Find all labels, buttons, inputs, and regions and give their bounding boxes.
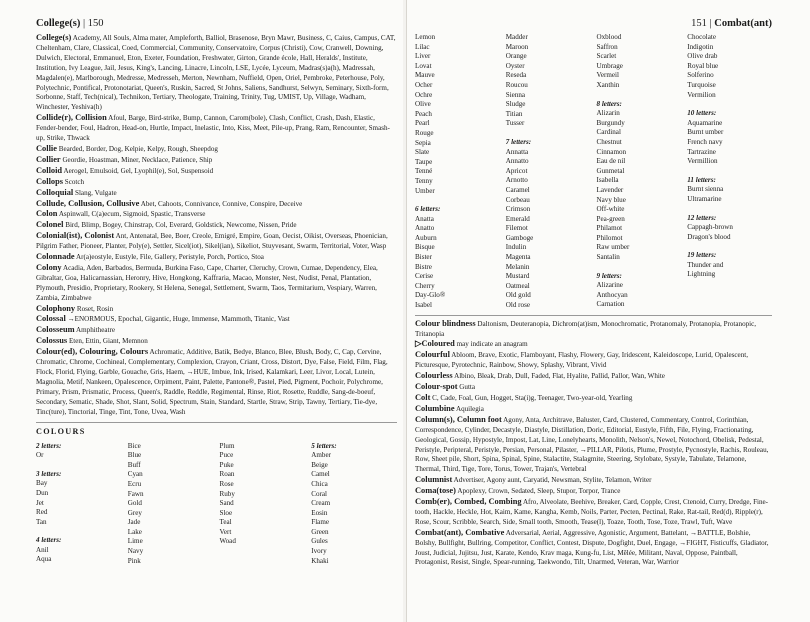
dictionary-entry [36,314,397,325]
colour-word: Alizarin [596,109,620,118]
colour-word: Peach [415,109,432,118]
colour-word: Maroon [505,42,529,51]
colour-word: Bay [36,479,48,488]
colour-word: Aqua [36,555,52,564]
entry-headword: Colosseum [36,325,75,335]
colour-word: Vert [219,527,232,536]
dictionary-entry [415,319,772,340]
colour-word: Taupe [415,157,433,166]
colour-word: Anil [36,545,49,554]
entry-text: Aerogel, Emulsoid, Gel, Lyophil(e), Sol, Suspensoid [63,166,214,175]
dictionary-entry [36,325,397,336]
dictionary-entry [36,263,397,304]
entry-headword: Columnist [415,475,453,485]
entry-headword: Colon [36,209,58,219]
entry-headword: Colt [415,392,431,402]
dictionary-entry [36,188,397,199]
letter-count-heading: 8 letters: [596,99,622,108]
colour-word: Burnt sienna [687,185,724,194]
colour-word: French navy [687,137,723,146]
colour-word: Amber [311,451,331,460]
colour-word: Isabella [596,176,619,185]
left-page [0,0,403,622]
colour-word: Oatmeal [505,281,530,290]
letter-count-heading: 4 letters: [36,536,62,545]
colour-word: Green [311,527,329,536]
colour-word: Ruby [219,489,235,498]
colour-word: Madder [505,33,528,41]
colour-word: Lavender [596,185,624,194]
letter-count-heading: 3 letters: [36,469,62,478]
colour-word: Mustard [505,272,530,281]
entry-headword: ▷Coloured [415,339,455,349]
colour-word: Plum [219,441,235,450]
colour-word: Chestnut [596,137,622,146]
right-head-title: Combat(ant) [714,18,772,29]
colour-word: Jet [36,498,44,507]
colour-word: Old rose [505,301,530,310]
colour-word: Sloe [219,508,233,517]
colour-word: Lightning [687,270,716,279]
entry-text: C, Cade, Foal, Gun, Hogget, Sta(i)g, Teenager, Two-year-old, Yearling [432,393,633,402]
colour-word: Scarlet [596,52,617,61]
right-page-number: 151 [691,18,707,29]
colour-word: Xanthin [596,80,620,89]
entry-text: Afro, Alveolate, Beehive, Breaker, Card, Copple, Crest, Ctenoid, Curry, Dredge, Fine-tooth, Hackle, Heckle, Hot, Kaim, Kame, Kangha, Kemb, Noils, Parter, Pecten, Pectinal, Rake, Rat-tail, Red(d), Ripple(r), Rose, Scour, Scribble, Search, Side, Small tooth, Smooth, Tease(l), Toaze, Tooth, Tose, Toze, Trawl, Tuft, Wave [415,498,769,526]
entry-headword: Colonial(ist), Colonist [36,231,115,241]
colour-word: Roucou [505,80,528,89]
colour-word: Alizarine [596,281,623,290]
colour-word: Caramel [505,185,530,194]
entry-text: Academy, All Souls, Alma mater, Ampleforth, Balliol, Brasenose, Bryn Mawr, Business, C, Caius, Campus, CAT, Cheltenham, Clare, Classical, Coed, Commercial, Community, Conservatoire, Corpus (Christi), Cow, Cranwell, Downing, Dulwich, Electoral, Emmanuel, Eton, Exeter, Foundation, Freshwater, Girton, Grande école, Hall, Heralds', Institute, Institution, Ivy League, Jail, Jesus, King's, Lancing, Linacre, Lincoln, LSE, Lycée, Lyceum, Madras(s)a(h), Madressah, Magdalen(e), Marlborough, Medresse, Medresseh, Merton, Newnham, Nuffield, Open, Oriel, Pembroke, Peterhouse, Poly, Polytechnic, Pontifical, Protonotariat, Queen's, Ruskin, Sacred, St Johns, Saliens, Sandhurst, Selwyn, Seminary, Sixth-form, Sorbonne, Staff, Tech(nical), Technikon, Tertiary, Theologate, Training, Trinity, Tug, UMIST, Up, Village, Wadham, Winchester, Yeshiva(h) [36,34,396,112]
colour-word: Vermilion [687,90,716,99]
colour-word: Turquoise [687,80,716,89]
colours-grid-left [36,442,397,567]
entry-text: Abet, Cahoots, Connivance, Connive, Conspire, Deceive [140,199,303,208]
entry-headword: Coma(tose) [415,486,456,496]
colour-word: Filemot [505,224,528,233]
entry-text: Geordie, Hoastman, Miner, Necklace, Patience, Ship [62,155,213,164]
left-entries [36,33,397,418]
colour-word: Annatta [505,147,529,156]
dictionary-entry [36,144,397,155]
entry-headword: College(s) [36,33,72,42]
colour-word: Aquamarine [687,118,723,127]
colour-word: Bister [415,253,432,262]
colour-word: Liver [415,52,431,61]
colour-word: Chocolate [687,33,717,41]
colour-word: Old gold [505,291,531,300]
dictionary-entry [415,350,772,371]
entry-headword: Colossus [36,336,68,346]
letter-count-heading: 9 letters: [596,271,622,280]
colour-word: Emerald [505,214,530,223]
colour-word: Ivory [311,547,327,556]
colour-word: Annatto [505,157,529,166]
colour-word: Khaki [311,556,329,565]
colour-word: Flame [311,518,329,527]
colour-word: Or [36,451,44,460]
dictionary-entry [415,339,772,350]
entry-text: →ENORMOUS, Epochal, Gigantic, Huge, Immense, Mammoth, Titanic, Vast [67,315,290,324]
colour-word: Roan [219,470,235,479]
colour-word: Saffron [596,42,618,51]
entry-text: Agony, Anta, Architrave, Baluster, Card, Clustered, Commentary, Control, Corinthian, Correspondence, Cylinder, Decastyle, Diastyle, Distillation, Doric, Editorial, Eustyle, Fifth, File, Flying, Fractionating, Geological, Gossip, Hypostyle, Impost, Lat, Line, Lonelyhearts, Monolith, Nelson's, Newel, Notochord, Obelisk, Pedestal, Peristyle, Peripteral, Peristyle, Persian, Personal, Pilaster, →PILLAR, Pilotis, Plume, Prostyle, Pycnostyle, Rachis, Rouleau, Row, Sheet pile, Short, Spina, Spinal, Spine, Stalactite, Stalagmite, Steering, Stylobate, Systyle, Tabulate, Telamone, Thermal, Third, Tige, Tore, Torus, Tower, Trajan's, Vertebral [415,415,769,474]
entry-text: Eten, Ettin, Giant, Memnon [68,337,148,346]
colour-column [506,33,591,311]
colour-word: Santalin [596,253,620,262]
left-head-title: College(s) [36,18,81,29]
dictionary-entry [36,199,397,210]
colour-word: Apricot [505,166,528,175]
letter-count-heading: 6 letters: [415,205,441,214]
dictionary-entry [415,393,772,404]
dictionary-entry [415,371,772,382]
colour-word: Corbeau [505,195,530,204]
colour-word: Cappagh-brown [687,223,733,232]
dictionary-entry [36,304,397,315]
entry-text: Daltonism, Deuteranopia, Dichrom(at)ism, Monochromatic, Protanomaly, Protanopia, Protanopic, Tritanopia [415,319,757,338]
entry-text: Albino, Bleak, Drab, Dull, Faded, Flat, Hyalite, Pallid, Pallor, Wan, White [454,372,665,381]
right-page [406,0,810,622]
colour-word: Bice [127,441,141,450]
colour-word: Tusser [505,119,525,128]
right-running-head: 151 | Combat(ant) [691,18,772,29]
colour-word: Umbrage [596,61,623,70]
entry-headword: Comb(er), Combed, Combing [415,497,522,507]
colour-word: Lake [127,527,142,536]
colour-word: Rose [219,479,234,488]
colour-word: Slate [415,148,430,157]
letter-count-heading: 5 letters: [311,441,337,450]
dictionary-entry [36,33,397,113]
colour-word: Auburn [415,233,437,242]
colour-word: Carnation [596,300,625,309]
colour-word: Navy [127,547,144,556]
entry-text: Roset, Rosin [76,304,114,313]
entry-text: Aquilegia [455,404,484,413]
colour-word: Sludge [505,100,526,109]
colour-word: Tan [36,517,47,526]
colour-word: Eosin [311,508,328,517]
entry-text: Apoplexy, Crown, Sedated, Sleep, Stupor, Torpor, Trance [457,487,621,496]
entry-headword: Colour(ed), Colouring, Colours [36,347,149,357]
colour-word: Dragon's blood [687,232,731,241]
entry-headword: Column(s), Column foot [415,414,502,424]
colour-column [128,442,214,567]
entry-headword: Colony [36,262,62,272]
colour-word: Arnotto [505,176,528,185]
entry-text: Slang, Vulgate [75,188,117,197]
colour-word: Coral [311,489,328,498]
entry-text: Bird, Blimp, Bogey, Chinstrap, Col, Everard, Goldstick, Newcome, Nissen, Pride [65,221,297,230]
colour-word: Melanin [505,262,530,271]
colour-word: Reseda [505,71,527,80]
entry-text: Bearded, Border, Dog, Kelpie, Kelpy, Rough, Sheepdog [58,144,218,153]
colour-word: Off-white [596,205,625,214]
dictionary-entry [415,382,772,393]
colour-word: Gunmetal [596,166,625,175]
dictionary-entry [36,220,397,231]
colour-word: Lime [127,537,143,546]
letter-count-heading: 2 letters: [36,441,62,450]
entry-headword: Collide(r), Collision [36,113,107,123]
entry-headword: Colonel [36,220,64,230]
colour-column [687,33,772,311]
colour-word: Tartrazine [687,147,716,156]
colour-word: Eau de nil [596,157,626,166]
colour-word: Cherry [415,281,435,290]
entry-text: may indicate an anagram [456,340,528,349]
dictionary-entry [36,347,397,417]
colour-word: Oxblood [596,33,622,41]
colour-word: Sienna [505,90,526,99]
colour-word: Navy blue [596,195,626,204]
dictionary-entry [36,113,397,144]
dictionary-entry [415,415,772,475]
colour-word: Isabel [415,301,432,310]
colour-word: Thunder and [687,260,724,269]
colour-column [415,33,500,311]
divider [415,315,772,316]
dictionary-entry [415,475,772,486]
colour-column [36,442,122,567]
colour-word: Indulin [505,243,527,252]
colour-word: Pink [127,556,141,565]
colour-word: Orange [505,52,527,61]
letter-count-heading: 7 letters: [505,137,532,146]
colour-word: Red [36,508,48,517]
colour-word: Philamot [596,224,623,233]
entry-text: Ar(a)eostyle, Eustyle, File, Gallery, Peristyle, Porch, Portico, Stoa [76,253,264,262]
colour-word: Lovat [415,61,432,70]
letter-count-heading: 12 letters: [687,213,717,222]
colour-word: Buff [127,460,141,469]
colour-word: Beige [311,460,328,469]
colour-word: Rouge [415,128,434,137]
entry-headword: Colophony [36,303,76,313]
colour-word: Burnt umber [687,128,724,137]
dictionary-entry [415,497,772,528]
colour-word: Bistre [415,262,432,271]
dictionary-entry [36,166,397,177]
colour-word: Anthocyan [596,290,628,299]
colour-word: Vermillion [687,157,718,166]
colour-word: Sand [219,499,234,508]
colour-word: Gamboge [505,233,534,242]
colour-word: Cardinal [596,128,621,137]
entry-headword: Collie [36,143,57,153]
colour-word: Lemon [415,33,436,41]
entry-text: Ant, Antenatal, Bee, Boer, Creole, Emigré, Empire, Goan, Oecist, Oikist, Overseas, Phoenician, Pilgrim Father, Pioneer, Planter, Poly(e), Settler, Sicel(iot), Sikel(ian), Sikeliot, Stuyvesant, Swarm, Territorial, Voter, Wasp [36,232,388,251]
dictionary-entry [36,336,397,347]
dictionary-entry [36,231,397,252]
entry-headword: Colloquial [36,187,74,197]
colour-word: Jade [127,518,141,527]
entry-text: Abloom, Brave, Exotic, Flamboyant, Flashy, Flowery, Gay, Iridescent, Kaleidoscope, Lurid, Opalescent, Picturesque, Pyrotechnic, Rainbow, Showy, Splashy, Vibrant, Vivid [415,351,748,370]
colour-word: Dun [36,488,49,497]
entry-headword: Colour blindness [415,318,476,328]
entry-headword: Colossal [36,314,66,324]
entry-text: Amphitheatre [76,326,116,335]
entry-text: Adversarial, Aerial, Aggressive, Agonistic, Argument, Battelant, →BATTLE, Bolshie, Bolshy, Bullfight, Bullring, Competitor, Conflict, Contest, Dispute, Dogfight, Duel, Engage, →FIGHT, Fisticuffs, Gladiator, Joust, Judicial, Jujitsu, Just, Karate, Kendo, Krav maga, Kung-fu, List, Mêlée, Militant, Naval, Oppose, Paintball, Protagonist, Resist, Single, Spear-running, Taekwondo, Tilt, Unarmed, Veteran, War, Warrior [415,528,769,567]
colour-word: Cream [311,499,331,508]
colour-word: Umber [415,186,435,195]
divider [36,422,397,423]
entry-headword: Colourless [415,371,453,381]
letter-count-heading: 10 letters: [687,109,717,118]
colour-word: Vermeil [596,71,619,80]
colour-word: Philomot [596,233,623,242]
colour-column [220,442,306,567]
entry-text: Aspinwall, C(a)ecum, Sigmoid, Spastic, Transverse [58,210,206,219]
colour-word: Ochre [415,90,433,99]
colour-word: Ecru [127,479,142,488]
colour-word: Olive [415,100,431,109]
colour-word: Sepia [415,138,431,147]
colour-word: Ultramarine [687,194,722,203]
colour-word: Bisque [415,243,435,252]
colour-word: Teal [219,518,232,527]
colour-word: Cinnamon [596,147,627,156]
colour-word: Fawn [127,489,144,498]
entry-headword: Colour-spot [415,382,458,392]
colour-word: Anatta [415,214,434,223]
colour-word: Oyster [505,61,525,70]
left-running-head: College(s) | 150 [36,18,104,29]
colour-word: Day-Glo® [415,291,446,300]
dictionary-entry [36,177,397,188]
entry-text: Acadia, Aden, Barbados, Bermuda, Burkina Faso, Cape, Charter, Cleruchy, Crown, Cumae, Dependency, Elea, Gibraltar, Goa, Halicarnassian, Heronry, Hive, Hongkong, Kaffraria, Macao, Monster, Nest, Nudist, Penal, Plantation, Plymouth, Presidio, Proprietary, Rookery, St Helena, Senegal, Settlement, Swarm, Taos, Termitarium, Vespiary, Warren, Zambia, Zimbabwe [36,263,378,302]
entry-headword: Colonnade [36,252,75,262]
dictionary-entry [36,209,397,220]
entry-text: Gutta [459,383,476,392]
colour-word: Mauve [415,71,435,80]
colour-word: Olive drab [687,52,718,61]
colour-word: Pearl [415,119,430,128]
colour-word: Ocher [415,80,433,89]
left-page-number: 150 [87,18,104,29]
colour-word: Tenny [415,176,433,185]
colours-grid-right [415,33,772,311]
colour-word: Gold [127,499,142,508]
entry-text: Advertiser, Agony aunt, Caryatid, Newsman, Stylite, Telamon, Writer [453,476,652,485]
right-entries [415,319,772,569]
colour-word: Woad [219,537,236,546]
dictionary-entry [415,404,772,415]
entry-headword: Colloid [36,165,63,175]
entry-text: Achromatic, Additive, Batik, Bedye, Blanco, Blee, Blush, Body, C, Cap, Cervine, Chromatic, Chrome, Cochineal, Complementary, Complexion, Crayon, Criant, Cross, Distort, Dye, False, Field, Film, Flag, Flock, Florid, Flying, Garble, Gouache, Gris, Haem, →HUE, Imbue, Ink, Irised, Kalamkari, Leer, Livor, Local, Lutein, Magnolia, Metif, Nankeen, Opalescence, Orpiment, Paint, Palette, Pantone®, Pastel, Pied, Pigment, Pochoir, Polychrome, Primary, Prism, Prismatic, Process, Queen's, Raddle, Reddle, Regimental, Rinse, Riot, Rosette, Ruddle, Sang-de-boeuf, Secondary, Sematic, Shade, Shot, Slant, Solid, Spectrum, Stain, Standard, Startle, Straw, Strip, Tawny, Tertiary, Tie-dye, Tinc(ture), Tinctorial, Tinge, Tint, Tone, Uvea, Wash [36,348,388,416]
colour-word: Cerise [415,272,434,281]
letter-count-heading: 19 letters: [687,251,717,260]
entry-headword: Combat(ant), Combative [415,527,505,537]
colour-column [311,442,397,567]
colour-word: Raw umber [596,243,630,252]
colour-word: Pea-green [596,214,625,223]
colour-word: Grey [127,508,142,517]
colour-word: Crimson [505,205,531,214]
dictionary-entry [415,486,772,497]
entry-headword: Collops [36,176,63,186]
colour-word: Gules [311,537,328,546]
entry-headword: Collude, Collusion, Collusive [36,198,140,208]
colour-word: Anatto [415,224,435,233]
colour-word: Cyan [127,470,143,479]
entry-headword: Collier [36,154,61,164]
colour-word: Lilac [415,42,430,51]
letter-count-heading: 11 letters: [687,175,716,184]
colour-word: Puke [219,460,234,469]
colour-word: Titian [505,109,523,118]
entry-headword: Columbine [415,403,455,413]
colour-column [597,33,682,311]
entry-text: Scotch [64,177,85,186]
dictionary-entry [36,155,397,166]
colour-word: Burgundy [596,118,625,127]
colour-word: Royal blue [687,61,719,70]
entry-headword: Colourful [415,350,450,360]
colour-word: Tenné [415,167,433,176]
colour-word: Chica [311,479,328,488]
colour-word: Blue [127,451,142,460]
dictionary-entry [415,528,772,569]
entry-text: Afoul, Barge, Bird-strike, Bump, Cannon, Carom(bole), Clash, Conflict, Crash, Dash, Elastic, Fender-bender, Foul, Hadron, Head-on, Hurtle, Impact, Inelastic, Into, Kiss, Meet, Pile-up, Prang, Ram, Rencounter, Smash-up, Strike, Thwack [36,114,390,143]
colour-word: Magenta [505,253,531,262]
dictionary-entry [36,252,397,263]
colour-word: Indigotin [687,42,714,51]
colours-heading: COLOURS [36,426,86,436]
colour-word: Puce [219,451,234,460]
colour-word: Solferino [687,71,714,80]
colour-word: Camel [311,470,330,479]
